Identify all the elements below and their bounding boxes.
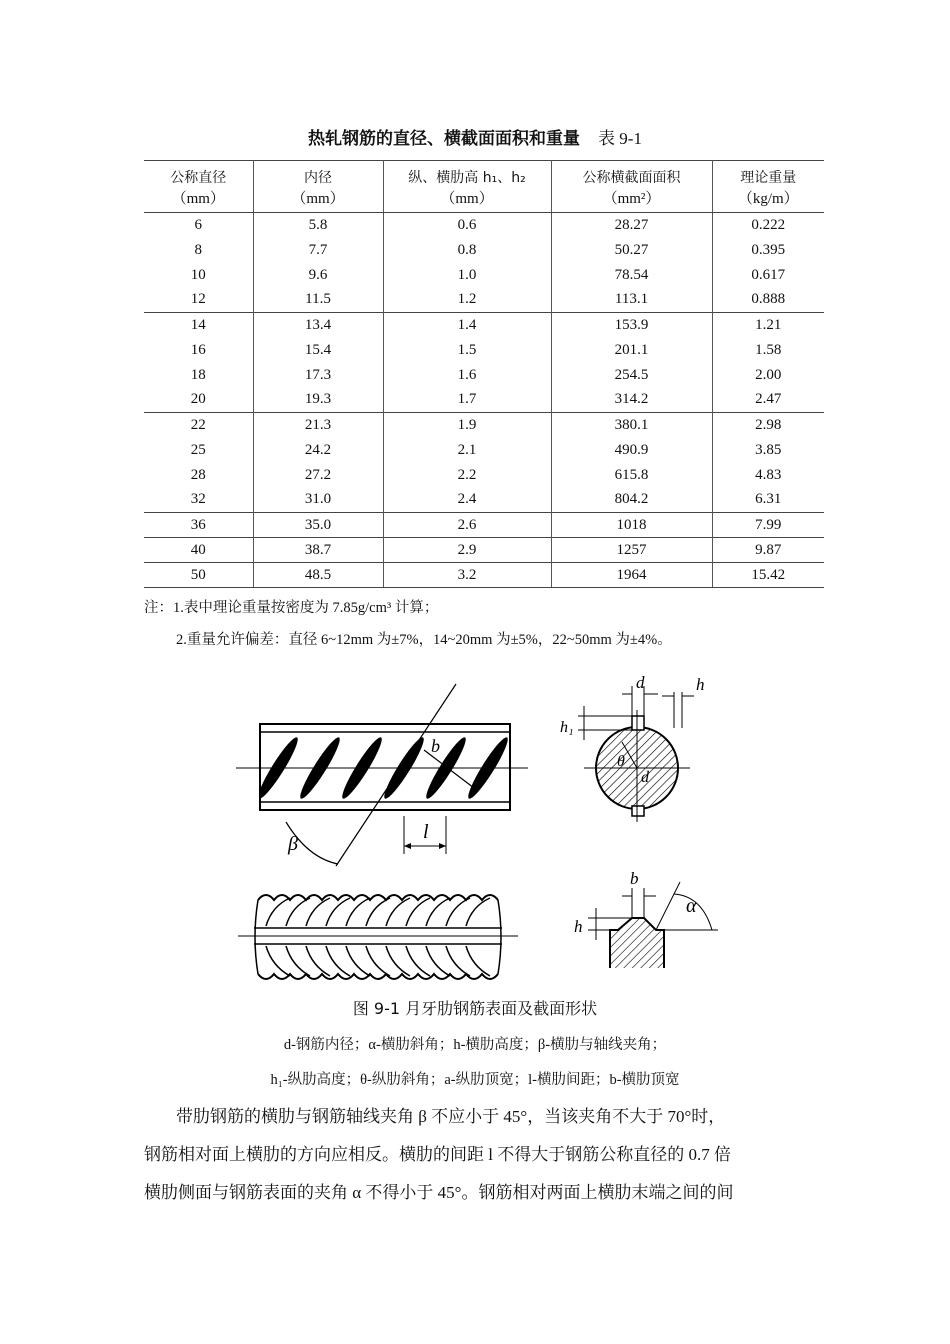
cell-nominal-diameter: 25	[144, 438, 253, 463]
header-nominal-diameter: 公称直径	[144, 161, 253, 187]
cell-area: 490.9	[551, 438, 712, 463]
table-row	[144, 213, 824, 238]
cell-inner-diameter: 13.4	[253, 313, 383, 338]
cell-rib-height: 0.8	[383, 238, 551, 263]
cell-weight: 9.87	[712, 538, 824, 563]
cell-area: 28.27	[551, 213, 712, 238]
cell-inner-diameter: 21.3	[253, 413, 383, 438]
cell-nominal-diameter: 32	[144, 488, 253, 513]
cell-weight: 2.98	[712, 413, 824, 438]
cell-nominal-diameter: 40	[144, 538, 253, 563]
header-unit-nominal-diameter: （mm）	[144, 187, 253, 213]
figure-caption: 图 9-1 月牙肋钢筋表面及截面形状	[352, 999, 598, 1018]
label-beta: β	[288, 833, 298, 855]
table-row	[144, 388, 824, 413]
cell-inner-diameter: 27.2	[253, 463, 383, 488]
header-unit-rib-height: （mm）	[383, 187, 551, 213]
table-row	[144, 563, 824, 588]
cell-inner-diameter: 7.7	[253, 238, 383, 263]
table-row	[144, 438, 824, 463]
cell-rib-height: 2.2	[383, 463, 551, 488]
label-theta: θ	[617, 753, 625, 770]
label-alpha: α	[686, 895, 697, 917]
cell-area: 314.2	[551, 388, 712, 413]
cell-area: 78.54	[551, 263, 712, 288]
note-line-2: 2.重量允许偏差：直径 6~12mm 为±7%，14~20mm 为±5%，22~50mm 为±4%。	[176, 632, 672, 648]
table-header	[144, 161, 824, 213]
table-row	[144, 338, 824, 363]
cell-weight: 2.00	[712, 363, 824, 388]
table-row	[144, 513, 824, 538]
table-title-text: 热轧钢筋的直径、横截面面积和重量	[308, 129, 581, 149]
label-d-top: d	[636, 676, 645, 692]
cell-nominal-diameter: 16	[144, 338, 253, 363]
cell-area: 615.8	[551, 463, 712, 488]
cell-area: 804.2	[551, 488, 712, 513]
cell-rib-height: 1.5	[383, 338, 551, 363]
figure-legend-line-2: h₁-纵肋高度；θ-纵肋斜角；a-纵肋顶宽；l-横肋间距；b-横肋顶宽	[270, 1072, 680, 1088]
paragraph-line-1: 带肋钢筋的横肋与钢筋轴线夹角 β 不应小于 45°，当该夹角不大于 70°时，	[176, 1107, 726, 1126]
cell-weight: 6.31	[712, 488, 824, 513]
cell-weight: 4.83	[712, 463, 824, 488]
cell-weight: 2.47	[712, 388, 824, 413]
cell-inner-diameter: 5.8	[253, 213, 383, 238]
cell-inner-diameter: 35.0	[253, 513, 383, 538]
table-body	[144, 213, 824, 588]
table-row	[144, 363, 824, 388]
cell-weight: 15.42	[712, 563, 824, 588]
cell-rib-height: 2.1	[383, 438, 551, 463]
table-row	[144, 288, 824, 313]
cell-area: 113.1	[551, 288, 712, 313]
rib-section-view	[574, 869, 718, 968]
label-b-top: b	[431, 736, 440, 756]
cell-inner-diameter: 11.5	[253, 288, 383, 313]
table-row	[144, 313, 824, 338]
header-unit-area: （mm²）	[551, 187, 712, 213]
cell-weight: 7.99	[712, 513, 824, 538]
cell-weight: 1.58	[712, 338, 824, 363]
cell-inner-diameter: 19.3	[253, 388, 383, 413]
bar-surface-view	[236, 684, 528, 866]
cell-nominal-diameter: 14	[144, 313, 253, 338]
cell-rib-height: 3.2	[383, 563, 551, 588]
paragraph-line-3: 横肋侧面与钢筋表面的夹角 α 不得小于 45°。钢筋相对两面上横肋末端之间的间	[144, 1183, 734, 1202]
label-l: l	[423, 821, 429, 843]
cell-rib-height: 2.4	[383, 488, 551, 513]
cell-nominal-diameter: 50	[144, 563, 253, 588]
cell-area: 1964	[551, 563, 712, 588]
cell-rib-height: 1.2	[383, 288, 551, 313]
table-row	[144, 488, 824, 513]
cell-weight: 0.395	[712, 238, 824, 263]
cell-rib-height: 1.4	[383, 313, 551, 338]
cell-inner-diameter: 24.2	[253, 438, 383, 463]
label-b-bottom: b	[630, 869, 639, 888]
table-row	[144, 413, 824, 438]
cell-nominal-diameter: 10	[144, 263, 253, 288]
cell-rib-height: 1.0	[383, 263, 551, 288]
table-number: 表 9-1	[598, 129, 642, 148]
cross-section-view	[560, 676, 705, 822]
cell-nominal-diameter: 18	[144, 363, 253, 388]
cell-inner-diameter: 31.0	[253, 488, 383, 513]
cell-area: 1018	[551, 513, 712, 538]
label-h1: h₁	[560, 719, 574, 736]
label-h-top: h	[696, 676, 705, 694]
cell-rib-height: 0.6	[383, 213, 551, 238]
cell-area: 1257	[551, 538, 712, 563]
table-row	[144, 238, 824, 263]
cell-inner-diameter: 15.4	[253, 338, 383, 363]
cell-nominal-diameter: 6	[144, 213, 253, 238]
cell-area: 201.1	[551, 338, 712, 363]
cell-nominal-diameter: 12	[144, 288, 253, 313]
cell-weight: 0.888	[712, 288, 824, 313]
cell-inner-diameter: 48.5	[253, 563, 383, 588]
header-inner-diameter: 内径	[253, 161, 383, 187]
cell-weight: 0.617	[712, 263, 824, 288]
cell-nominal-diameter: 8	[144, 238, 253, 263]
cell-rib-height: 2.9	[383, 538, 551, 563]
cell-nominal-diameter: 22	[144, 413, 253, 438]
header-unit-inner-diameter: （mm）	[253, 187, 383, 213]
cell-inner-diameter: 17.3	[253, 363, 383, 388]
header-rib-height: 纵、横肋高 h₁、h₂	[383, 161, 551, 187]
cell-rib-height: 1.9	[383, 413, 551, 438]
cell-area: 153.9	[551, 313, 712, 338]
table-title	[0, 124, 950, 149]
rebar-table	[144, 160, 824, 588]
figure-legend-line-1: d-钢筋内径；α-横肋斜角；h-横肋高度；β-横肋与轴线夹角；	[283, 1037, 667, 1053]
header-area: 公称横截面面积	[551, 161, 712, 187]
cell-area: 50.27	[551, 238, 712, 263]
rib-pattern-view	[238, 895, 518, 979]
cell-weight: 1.21	[712, 313, 824, 338]
table-row	[144, 538, 824, 563]
label-h-bottom: h	[574, 917, 583, 936]
table-row	[144, 463, 824, 488]
cell-area: 380.1	[551, 413, 712, 438]
cell-rib-height: 1.6	[383, 363, 551, 388]
cell-nominal-diameter: 36	[144, 513, 253, 538]
label-d-center: d	[641, 769, 649, 786]
cell-nominal-diameter: 20	[144, 388, 253, 413]
table-row	[144, 263, 824, 288]
cell-rib-height: 1.7	[383, 388, 551, 413]
cell-weight: 3.85	[712, 438, 824, 463]
cell-rib-height: 2.6	[383, 513, 551, 538]
cell-weight: 0.222	[712, 213, 824, 238]
header-weight: 理论重量	[712, 161, 824, 187]
header-unit-weight: （kg/m）	[712, 187, 824, 213]
cell-nominal-diameter: 28	[144, 463, 253, 488]
cell-area: 254.5	[551, 363, 712, 388]
note-line-1: 注：1.表中理论重量按密度为 7.85g/cm³ 计算；	[144, 600, 439, 616]
rebar-figure	[228, 676, 728, 988]
cell-inner-diameter: 9.6	[253, 263, 383, 288]
cell-inner-diameter: 38.7	[253, 538, 383, 563]
paragraph-line-2: 钢筋相对面上横肋的方向应相反。横肋的间距 l 不得大于钢筋公称直径的 0.7 倍	[144, 1145, 731, 1164]
